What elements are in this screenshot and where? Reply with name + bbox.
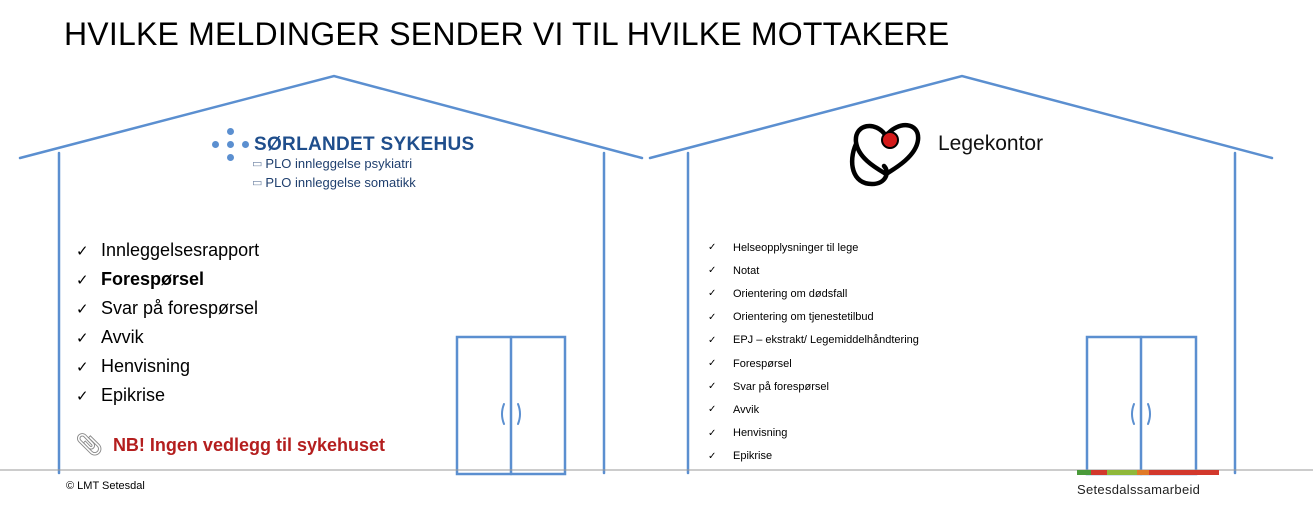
brand-color-bar (1077, 470, 1219, 475)
check-icon: ✓ (708, 334, 717, 346)
list-item: ✓ Svar på forespørsel (708, 380, 829, 393)
check-icon: ✓ (708, 242, 717, 254)
check-icon: ✓ (708, 288, 717, 300)
page-title: HVILKE MELDINGER SENDER VI TIL HVILKE MOTTAKERE (64, 16, 950, 52)
list-item: ✓ Helseopplysninger til lege (708, 241, 859, 254)
list-item: ✓ Orientering om tjenestetilbud (708, 311, 874, 324)
list-item: ✓ Henvisning (708, 427, 788, 440)
heart-stethoscope-icon (846, 112, 926, 192)
check-icon: ✓ (76, 387, 89, 405)
list-item: ✓ Avvik (76, 327, 144, 347)
sorlandet-logo-icon (212, 128, 250, 162)
check-icon: ✓ (76, 242, 89, 260)
list-item: ✓ Svar på forespørsel (76, 298, 259, 318)
form-icon: ▭ (252, 158, 263, 170)
check-icon: ✓ (76, 271, 89, 289)
plo-item: ▭ PLO innleggelse somatikk (252, 175, 416, 190)
note (75, 432, 385, 458)
list-item: ✓ Epikrise (708, 450, 773, 463)
sorlandet-logo-text: SØRLANDET SYKEHUS (254, 134, 475, 155)
check-icon: ✓ (708, 358, 717, 370)
list-item: ✓ Henvisning (76, 356, 191, 376)
left-message-list (76, 236, 259, 410)
list-item: ✓ Forespørsel (708, 357, 792, 370)
check-icon: ✓ (708, 450, 717, 462)
check-icon: ✓ (708, 311, 717, 323)
check-icon: ✓ (76, 358, 89, 376)
list-item: ✓ Epikrise (76, 385, 166, 405)
legekontor-label: Legekontor (938, 132, 1044, 155)
copyright: © LMT Setesdal (66, 480, 145, 492)
form-icon: ▭ (252, 177, 263, 189)
list-item: ✓ Orientering om dødsfall (708, 287, 848, 300)
check-icon: ✓ (708, 427, 717, 439)
check-icon: ✓ (76, 300, 89, 318)
check-icon: ✓ (708, 265, 717, 277)
plo-item: ▭ PLO innleggelse psykiatri (252, 156, 413, 171)
check-icon: ✓ (708, 404, 717, 416)
list-item: ✓ Avvik (708, 403, 760, 416)
check-icon: ✓ (708, 381, 717, 393)
brand-name: Setesdalssamarbeid (1077, 482, 1201, 497)
check-icon: ✓ (76, 329, 89, 347)
list-item: ✓ Forespørsel (76, 269, 205, 289)
list-item: ✓ Notat (708, 264, 760, 277)
list-item: ✓ EPJ – ekstrakt/ Legemiddelhåndtering (708, 334, 919, 347)
note-text: NB! Ingen vedlegg til sykehuset (112, 434, 385, 455)
paperclip-icon: 📎︎ (75, 432, 103, 457)
list-item: ✓ Innleggelsesrapport (76, 240, 260, 260)
right-message-list (708, 236, 919, 468)
